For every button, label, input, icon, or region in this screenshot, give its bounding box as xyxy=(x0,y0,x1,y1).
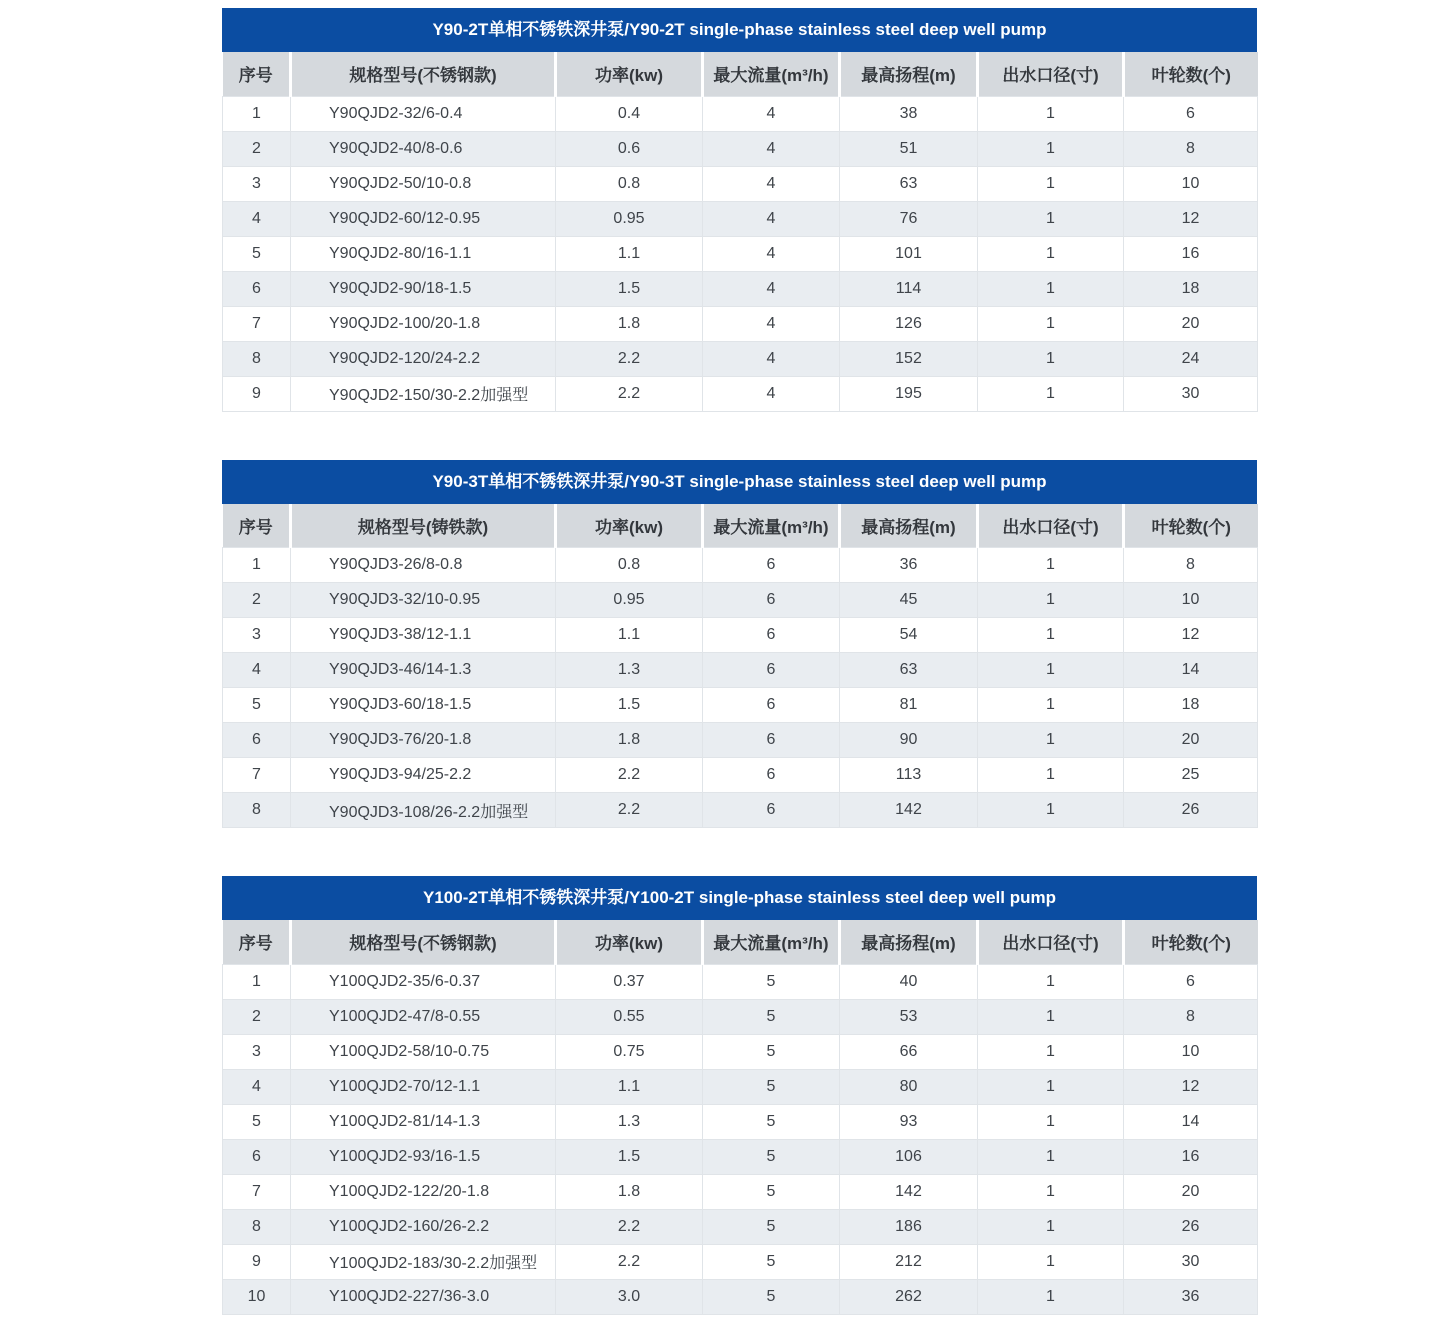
cell-power-kw: 1.8 xyxy=(556,1174,703,1209)
cell-max-head: 113 xyxy=(840,758,978,793)
cell-row-index: 7 xyxy=(223,1174,291,1209)
table-row xyxy=(223,1174,1258,1209)
column-header-model-code: 规格型号(不锈钢款) xyxy=(291,52,556,96)
spec-table-body xyxy=(223,548,1258,828)
cell-model-code: Y90QJD3-60/18-1.5 xyxy=(291,688,556,723)
spec-table xyxy=(222,920,1258,1315)
cell-model-code: Y90QJD2-50/10-0.8 xyxy=(291,166,556,201)
cell-max-head: 101 xyxy=(840,236,978,271)
cell-outlet-diameter: 1 xyxy=(978,1174,1124,1209)
column-header-row xyxy=(223,920,1258,964)
cell-row-index: 2 xyxy=(223,131,291,166)
cell-max-head: 76 xyxy=(840,201,978,236)
table-row xyxy=(223,964,1258,999)
cell-outlet-diameter: 1 xyxy=(978,1104,1124,1139)
column-header-model-code: 规格型号(铸铁款) xyxy=(291,504,556,548)
cell-outlet-diameter: 1 xyxy=(978,131,1124,166)
cell-impeller-count: 18 xyxy=(1124,688,1258,723)
cell-outlet-diameter: 1 xyxy=(978,1244,1124,1279)
cell-row-index: 6 xyxy=(223,723,291,758)
table-row xyxy=(223,236,1258,271)
column-header-row-index: 序号 xyxy=(223,52,291,96)
pump-table-y90-2t xyxy=(222,8,1257,412)
table-row xyxy=(223,793,1258,828)
cell-row-index: 5 xyxy=(223,236,291,271)
cell-outlet-diameter: 1 xyxy=(978,793,1124,828)
table-row xyxy=(223,201,1258,236)
column-header-impeller-count: 叶轮数(个) xyxy=(1124,920,1258,964)
cell-max-head: 126 xyxy=(840,306,978,341)
column-header-max-flow: 最大流量(m³/h) xyxy=(703,52,840,96)
table-row xyxy=(223,1069,1258,1104)
table-title: Y100-2T单相不锈铁深井泵/Y100-2T single-phase stainless steel deep well pump xyxy=(222,876,1257,920)
cell-outlet-diameter: 1 xyxy=(978,723,1124,758)
cell-row-index: 7 xyxy=(223,758,291,793)
table-row xyxy=(223,548,1258,583)
cell-max-head: 142 xyxy=(840,1174,978,1209)
cell-model-code: Y90QJD3-76/20-1.8 xyxy=(291,723,556,758)
cell-row-index: 3 xyxy=(223,618,291,653)
cell-max-flow: 5 xyxy=(703,964,840,999)
cell-model-code: Y90QJD2-80/16-1.1 xyxy=(291,236,556,271)
cell-power-kw: 1.3 xyxy=(556,1104,703,1139)
cell-max-head: 63 xyxy=(840,166,978,201)
cell-power-kw: 2.2 xyxy=(556,376,703,411)
column-header-impeller-count: 叶轮数(个) xyxy=(1124,52,1258,96)
cell-outlet-diameter: 1 xyxy=(978,1209,1124,1244)
table-row xyxy=(223,583,1258,618)
cell-model-code: Y100QJD2-81/14-1.3 xyxy=(291,1104,556,1139)
cell-power-kw: 1.1 xyxy=(556,618,703,653)
cell-outlet-diameter: 1 xyxy=(978,964,1124,999)
cell-impeller-count: 20 xyxy=(1124,306,1258,341)
cell-impeller-count: 30 xyxy=(1124,376,1258,411)
cell-max-head: 53 xyxy=(840,999,978,1034)
column-header-max-head: 最高扬程(m) xyxy=(840,504,978,548)
cell-impeller-count: 20 xyxy=(1124,723,1258,758)
spec-table xyxy=(222,52,1258,412)
cell-outlet-diameter: 1 xyxy=(978,758,1124,793)
cell-impeller-count: 8 xyxy=(1124,999,1258,1034)
cell-max-flow: 4 xyxy=(703,131,840,166)
cell-power-kw: 1.8 xyxy=(556,306,703,341)
cell-model-code: Y90QJD2-100/20-1.8 xyxy=(291,306,556,341)
cell-row-index: 8 xyxy=(223,793,291,828)
cell-model-code: Y90QJD3-46/14-1.3 xyxy=(291,653,556,688)
column-header-outlet-diameter: 出水口径(寸) xyxy=(978,504,1124,548)
cell-model-code: Y100QJD2-35/6-0.37 xyxy=(291,964,556,999)
cell-max-head: 45 xyxy=(840,583,978,618)
cell-impeller-count: 14 xyxy=(1124,1104,1258,1139)
table-row xyxy=(223,341,1258,376)
cell-outlet-diameter: 1 xyxy=(978,1034,1124,1069)
cell-impeller-count: 20 xyxy=(1124,1174,1258,1209)
cell-power-kw: 0.55 xyxy=(556,999,703,1034)
cell-power-kw: 0.8 xyxy=(556,548,703,583)
cell-max-flow: 4 xyxy=(703,271,840,306)
cell-impeller-count: 8 xyxy=(1124,131,1258,166)
cell-power-kw: 2.2 xyxy=(556,1209,703,1244)
cell-impeller-count: 30 xyxy=(1124,1244,1258,1279)
cell-power-kw: 1.5 xyxy=(556,1139,703,1174)
table-row xyxy=(223,999,1258,1034)
cell-impeller-count: 36 xyxy=(1124,1279,1258,1314)
cell-power-kw: 0.37 xyxy=(556,964,703,999)
spec-table-body xyxy=(223,96,1258,411)
cell-model-code: Y100QJD2-227/36-3.0 xyxy=(291,1279,556,1314)
cell-max-head: 63 xyxy=(840,653,978,688)
cell-max-head: 114 xyxy=(840,271,978,306)
cell-model-code: Y90QJD3-94/25-2.2 xyxy=(291,758,556,793)
cell-power-kw: 3.0 xyxy=(556,1279,703,1314)
cell-max-flow: 5 xyxy=(703,1069,840,1104)
cell-impeller-count: 18 xyxy=(1124,271,1258,306)
cell-max-flow: 4 xyxy=(703,236,840,271)
spec-table-head xyxy=(223,52,1258,96)
cell-model-code: Y90QJD3-38/12-1.1 xyxy=(291,618,556,653)
cell-max-flow: 6 xyxy=(703,688,840,723)
cell-max-flow: 4 xyxy=(703,376,840,411)
cell-impeller-count: 26 xyxy=(1124,793,1258,828)
cell-max-flow: 5 xyxy=(703,1244,840,1279)
cell-outlet-diameter: 1 xyxy=(978,341,1124,376)
cell-outlet-diameter: 1 xyxy=(978,1279,1124,1314)
cell-max-head: 81 xyxy=(840,688,978,723)
cell-power-kw: 1.8 xyxy=(556,723,703,758)
column-header-max-flow: 最大流量(m³/h) xyxy=(703,504,840,548)
cell-row-index: 3 xyxy=(223,166,291,201)
cell-model-code: Y90QJD2-90/18-1.5 xyxy=(291,271,556,306)
cell-row-index: 4 xyxy=(223,201,291,236)
cell-power-kw: 1.1 xyxy=(556,236,703,271)
cell-power-kw: 1.1 xyxy=(556,1069,703,1104)
cell-outlet-diameter: 1 xyxy=(978,166,1124,201)
table-row xyxy=(223,1034,1258,1069)
cell-row-index: 4 xyxy=(223,1069,291,1104)
cell-max-head: 106 xyxy=(840,1139,978,1174)
column-header-max-flow: 最大流量(m³/h) xyxy=(703,920,840,964)
cell-impeller-count: 6 xyxy=(1124,964,1258,999)
cell-model-code: Y90QJD3-32/10-0.95 xyxy=(291,583,556,618)
cell-row-index: 9 xyxy=(223,376,291,411)
cell-max-head: 195 xyxy=(840,376,978,411)
cell-model-code: Y100QJD2-183/30-2.2加强型 xyxy=(291,1244,556,1279)
cell-max-head: 36 xyxy=(840,548,978,583)
cell-outlet-diameter: 1 xyxy=(978,306,1124,341)
table-title: Y90-3T单相不锈铁深井泵/Y90-3T single-phase stainless steel deep well pump xyxy=(222,460,1257,504)
cell-impeller-count: 26 xyxy=(1124,1209,1258,1244)
cell-outlet-diameter: 1 xyxy=(978,688,1124,723)
cell-max-flow: 4 xyxy=(703,96,840,131)
spec-table xyxy=(222,504,1258,829)
cell-model-code: Y100QJD2-58/10-0.75 xyxy=(291,1034,556,1069)
cell-outlet-diameter: 1 xyxy=(978,548,1124,583)
cell-row-index: 7 xyxy=(223,306,291,341)
cell-model-code: Y90QJD3-26/8-0.8 xyxy=(291,548,556,583)
table-row xyxy=(223,96,1258,131)
cell-model-code: Y90QJD2-60/12-0.95 xyxy=(291,201,556,236)
cell-max-flow: 6 xyxy=(703,653,840,688)
table-row xyxy=(223,1279,1258,1314)
spec-table-body xyxy=(223,964,1258,1314)
cell-impeller-count: 10 xyxy=(1124,166,1258,201)
pump-table-y90-3t xyxy=(222,460,1257,829)
cell-row-index: 6 xyxy=(223,271,291,306)
cell-max-flow: 5 xyxy=(703,999,840,1034)
cell-impeller-count: 10 xyxy=(1124,583,1258,618)
column-header-outlet-diameter: 出水口径(寸) xyxy=(978,52,1124,96)
cell-row-index: 1 xyxy=(223,548,291,583)
cell-max-head: 186 xyxy=(840,1209,978,1244)
cell-max-head: 66 xyxy=(840,1034,978,1069)
cell-max-flow: 4 xyxy=(703,201,840,236)
table-row xyxy=(223,1244,1258,1279)
table-row xyxy=(223,723,1258,758)
cell-power-kw: 1.5 xyxy=(556,271,703,306)
cell-impeller-count: 16 xyxy=(1124,236,1258,271)
cell-model-code: Y100QJD2-47/8-0.55 xyxy=(291,999,556,1034)
column-header-model-code: 规格型号(不锈钢款) xyxy=(291,920,556,964)
column-header-power-kw: 功率(kw) xyxy=(556,52,703,96)
cell-max-flow: 5 xyxy=(703,1279,840,1314)
cell-row-index: 1 xyxy=(223,96,291,131)
cell-max-flow: 6 xyxy=(703,583,840,618)
cell-power-kw: 2.2 xyxy=(556,793,703,828)
cell-row-index: 6 xyxy=(223,1139,291,1174)
cell-max-head: 93 xyxy=(840,1104,978,1139)
cell-outlet-diameter: 1 xyxy=(978,376,1124,411)
cell-power-kw: 0.75 xyxy=(556,1034,703,1069)
cell-impeller-count: 8 xyxy=(1124,548,1258,583)
cell-max-flow: 5 xyxy=(703,1104,840,1139)
cell-impeller-count: 12 xyxy=(1124,618,1258,653)
cell-outlet-diameter: 1 xyxy=(978,653,1124,688)
cell-outlet-diameter: 1 xyxy=(978,201,1124,236)
cell-impeller-count: 24 xyxy=(1124,341,1258,376)
cell-outlet-diameter: 1 xyxy=(978,1069,1124,1104)
cell-max-head: 152 xyxy=(840,341,978,376)
column-header-row-index: 序号 xyxy=(223,920,291,964)
cell-model-code: Y100QJD2-122/20-1.8 xyxy=(291,1174,556,1209)
cell-model-code: Y90QJD2-120/24-2.2 xyxy=(291,341,556,376)
cell-row-index: 10 xyxy=(223,1279,291,1314)
cell-max-head: 262 xyxy=(840,1279,978,1314)
cell-row-index: 8 xyxy=(223,1209,291,1244)
table-row xyxy=(223,376,1258,411)
cell-model-code: Y90QJD2-40/8-0.6 xyxy=(291,131,556,166)
cell-max-head: 38 xyxy=(840,96,978,131)
cell-impeller-count: 12 xyxy=(1124,1069,1258,1104)
cell-power-kw: 1.5 xyxy=(556,688,703,723)
cell-max-flow: 6 xyxy=(703,548,840,583)
cell-max-flow: 5 xyxy=(703,1034,840,1069)
table-row xyxy=(223,1209,1258,1244)
table-row xyxy=(223,306,1258,341)
cell-row-index: 9 xyxy=(223,1244,291,1279)
cell-power-kw: 2.2 xyxy=(556,1244,703,1279)
column-header-row-index: 序号 xyxy=(223,504,291,548)
cell-max-head: 212 xyxy=(840,1244,978,1279)
cell-max-head: 90 xyxy=(840,723,978,758)
cell-power-kw: 2.2 xyxy=(556,758,703,793)
cell-max-head: 80 xyxy=(840,1069,978,1104)
cell-max-flow: 6 xyxy=(703,723,840,758)
cell-impeller-count: 6 xyxy=(1124,96,1258,131)
cell-row-index: 2 xyxy=(223,999,291,1034)
cell-impeller-count: 12 xyxy=(1124,201,1258,236)
cell-model-code: Y90QJD2-150/30-2.2加强型 xyxy=(291,376,556,411)
cell-row-index: 1 xyxy=(223,964,291,999)
table-row xyxy=(223,1139,1258,1174)
table-row xyxy=(223,166,1258,201)
table-row xyxy=(223,618,1258,653)
cell-row-index: 5 xyxy=(223,1104,291,1139)
cell-model-code: Y100QJD2-70/12-1.1 xyxy=(291,1069,556,1104)
cell-model-code: Y90QJD2-32/6-0.4 xyxy=(291,96,556,131)
cell-max-flow: 6 xyxy=(703,793,840,828)
column-header-impeller-count: 叶轮数(个) xyxy=(1124,504,1258,548)
table-row xyxy=(223,688,1258,723)
cell-outlet-diameter: 1 xyxy=(978,583,1124,618)
column-header-outlet-diameter: 出水口径(寸) xyxy=(978,920,1124,964)
column-header-power-kw: 功率(kw) xyxy=(556,920,703,964)
cell-outlet-diameter: 1 xyxy=(978,618,1124,653)
cell-power-kw: 1.3 xyxy=(556,653,703,688)
cell-power-kw: 0.8 xyxy=(556,166,703,201)
pump-table-y100-2t xyxy=(222,876,1257,1315)
cell-max-flow: 5 xyxy=(703,1174,840,1209)
cell-row-index: 8 xyxy=(223,341,291,376)
cell-row-index: 2 xyxy=(223,583,291,618)
cell-outlet-diameter: 1 xyxy=(978,96,1124,131)
table-row xyxy=(223,653,1258,688)
column-header-row xyxy=(223,52,1258,96)
cell-model-code: Y100QJD2-93/16-1.5 xyxy=(291,1139,556,1174)
column-header-max-head: 最高扬程(m) xyxy=(840,920,978,964)
cell-row-index: 4 xyxy=(223,653,291,688)
column-header-power-kw: 功率(kw) xyxy=(556,504,703,548)
cell-impeller-count: 25 xyxy=(1124,758,1258,793)
table-row xyxy=(223,131,1258,166)
cell-power-kw: 0.95 xyxy=(556,201,703,236)
table-row xyxy=(223,1104,1258,1139)
cell-outlet-diameter: 1 xyxy=(978,999,1124,1034)
cell-impeller-count: 16 xyxy=(1124,1139,1258,1174)
spec-table-head xyxy=(223,920,1258,964)
cell-row-index: 5 xyxy=(223,688,291,723)
cell-power-kw: 0.6 xyxy=(556,131,703,166)
cell-max-head: 142 xyxy=(840,793,978,828)
spec-table-head xyxy=(223,504,1258,548)
table-row xyxy=(223,271,1258,306)
cell-impeller-count: 14 xyxy=(1124,653,1258,688)
cell-max-flow: 6 xyxy=(703,618,840,653)
cell-model-code: Y100QJD2-160/26-2.2 xyxy=(291,1209,556,1244)
cell-row-index: 3 xyxy=(223,1034,291,1069)
cell-outlet-diameter: 1 xyxy=(978,1139,1124,1174)
cell-outlet-diameter: 1 xyxy=(978,271,1124,306)
column-header-max-head: 最高扬程(m) xyxy=(840,52,978,96)
table-row xyxy=(223,758,1258,793)
cell-max-flow: 4 xyxy=(703,306,840,341)
cell-max-head: 40 xyxy=(840,964,978,999)
cell-max-flow: 5 xyxy=(703,1209,840,1244)
cell-power-kw: 0.4 xyxy=(556,96,703,131)
column-header-row xyxy=(223,504,1258,548)
cell-max-flow: 4 xyxy=(703,341,840,376)
cell-impeller-count: 10 xyxy=(1124,1034,1258,1069)
cell-max-flow: 6 xyxy=(703,758,840,793)
cell-max-flow: 4 xyxy=(703,166,840,201)
cell-max-flow: 5 xyxy=(703,1139,840,1174)
cell-power-kw: 0.95 xyxy=(556,583,703,618)
cell-model-code: Y90QJD3-108/26-2.2加强型 xyxy=(291,793,556,828)
cell-outlet-diameter: 1 xyxy=(978,236,1124,271)
cell-max-head: 51 xyxy=(840,131,978,166)
table-title: Y90-2T单相不锈铁深井泵/Y90-2T single-phase stainless steel deep well pump xyxy=(222,8,1257,52)
cell-power-kw: 2.2 xyxy=(556,341,703,376)
cell-max-head: 54 xyxy=(840,618,978,653)
